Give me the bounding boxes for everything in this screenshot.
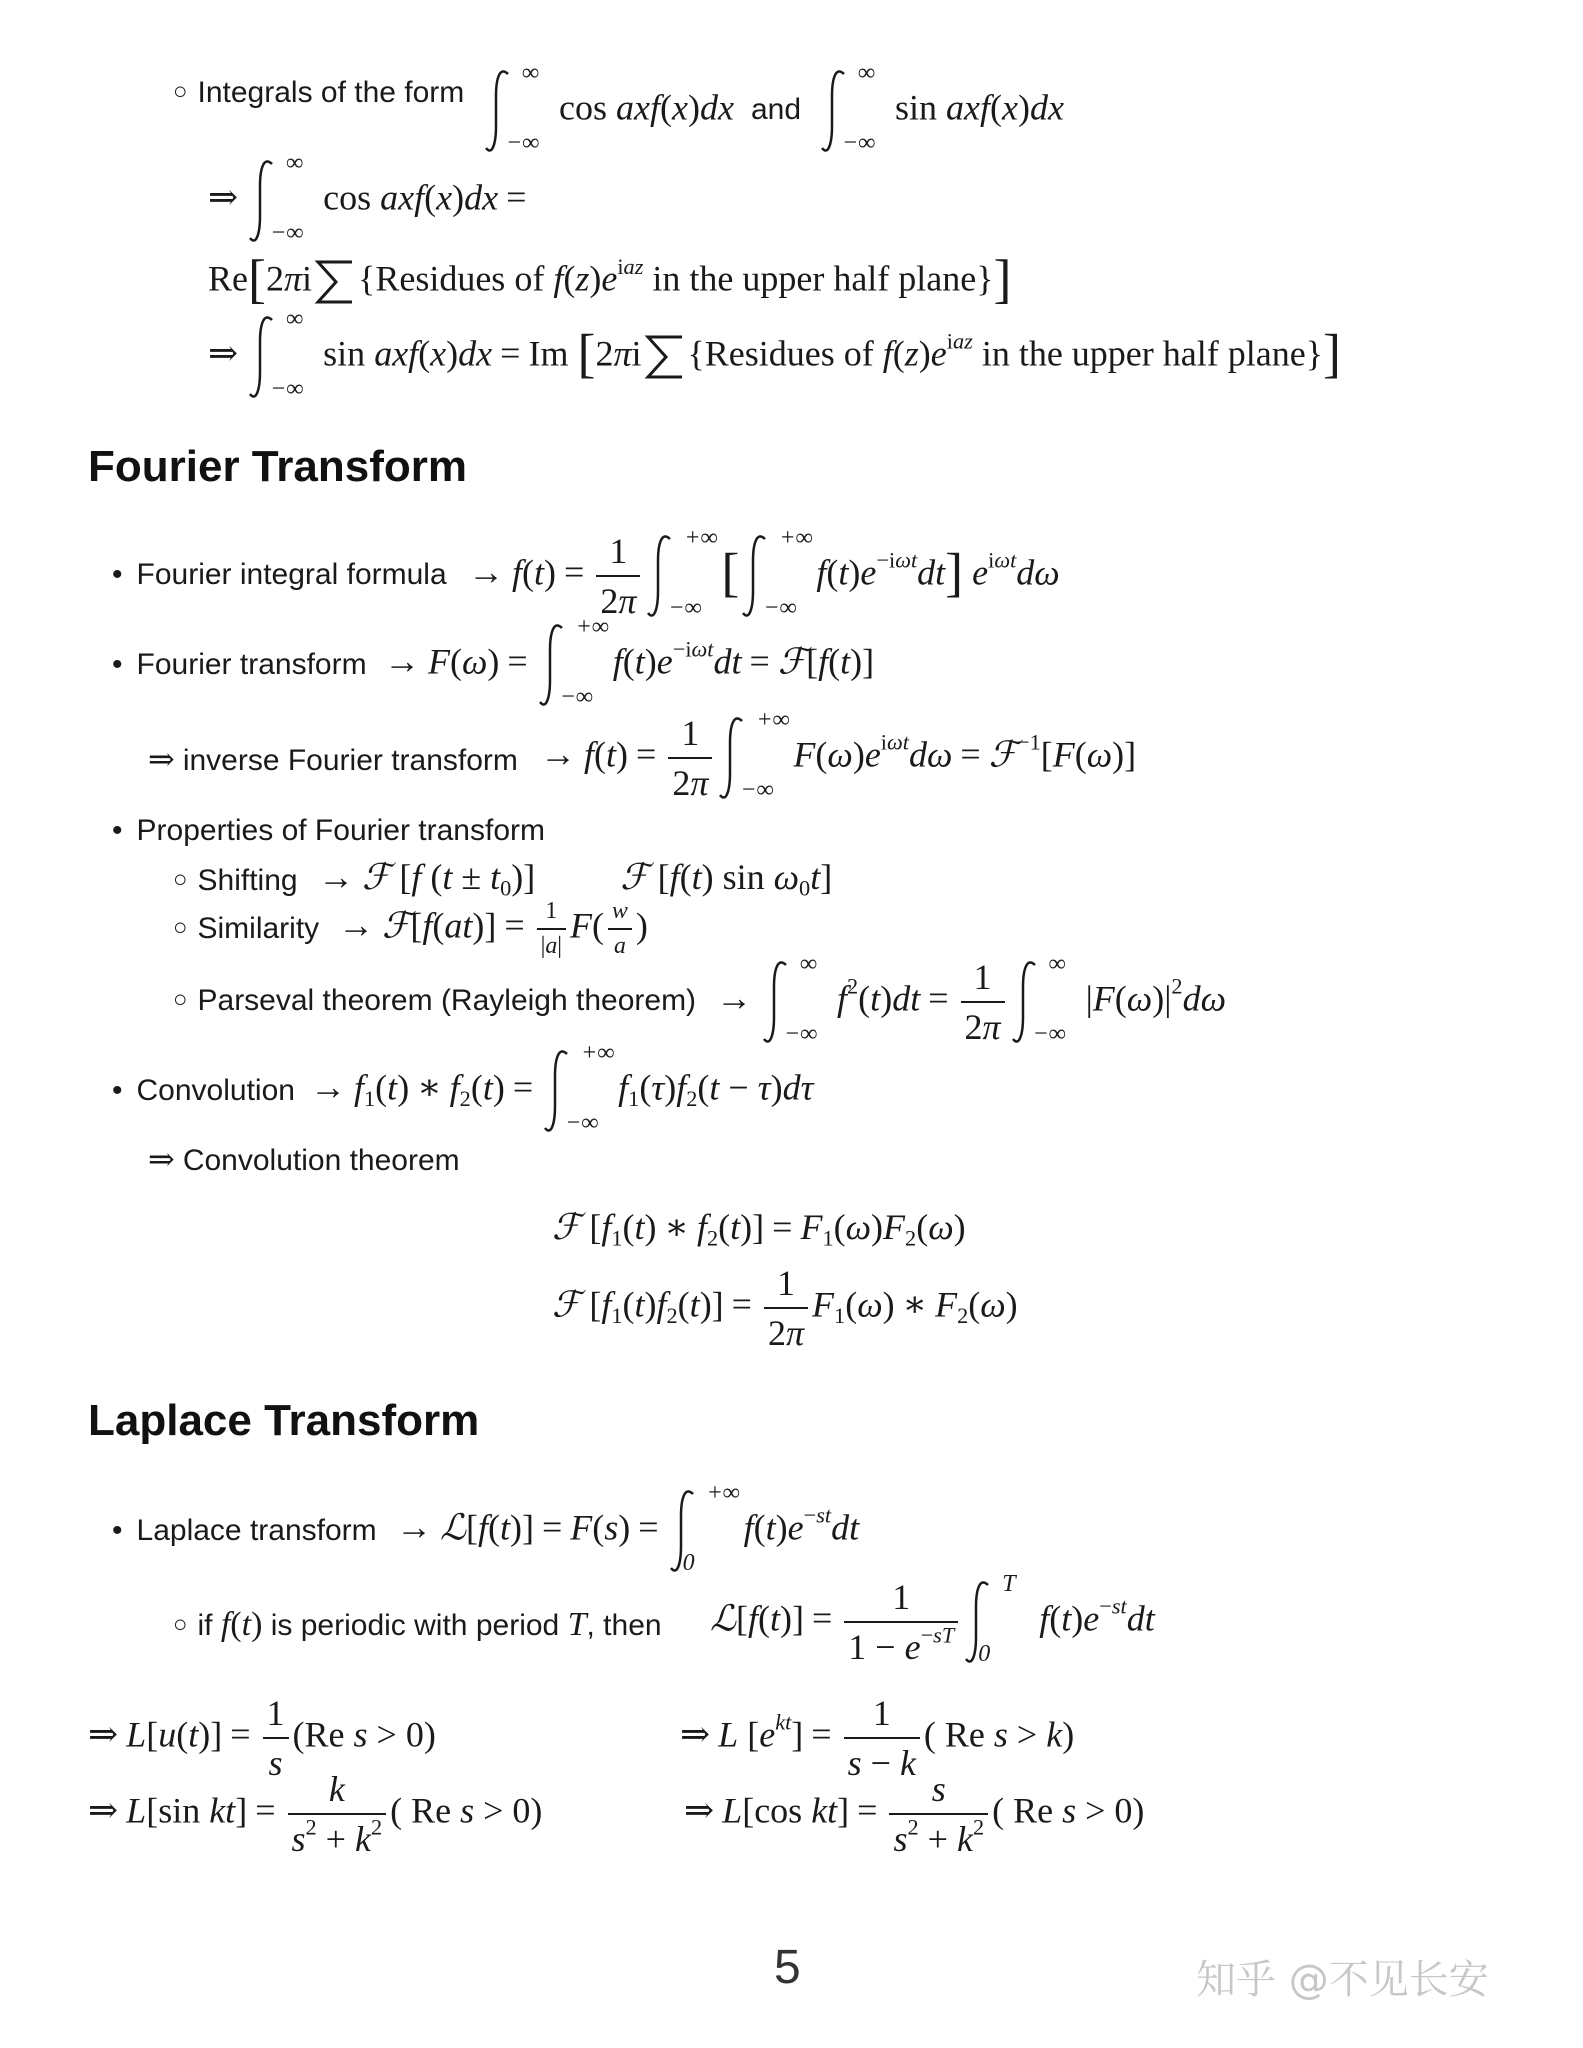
and-label: and xyxy=(750,93,802,127)
integral-sign-icon: T 0 xyxy=(964,1577,1026,1667)
integral-sign-icon: +∞ −∞ xyxy=(543,1046,605,1136)
laplace-unit-step: ⇒ L[u(t)] = $\frac{1}{s}$ (Re s > 0) xyxy=(88,1693,436,1783)
watermark: 知乎 @不见长安 xyxy=(1196,1957,1489,2003)
parseval-label: ○ Parseval theorem (Rayleigh theorem) xyxy=(173,984,697,1017)
integral-sign-icon: +∞ −∞ xyxy=(646,531,708,621)
dot-bullet-icon: • xyxy=(112,814,123,847)
integral-sign-icon: ∞ −∞ xyxy=(1011,957,1073,1047)
similarity-math: → ℱ[f(at)] = $\frac{1}{|a|}$ F( $\frac{w}{a}$ ) xyxy=(338,898,648,959)
integral-sign-icon: +∞ 0 xyxy=(669,1486,731,1576)
integral-sign-icon: +∞ −∞ xyxy=(718,713,780,803)
circle-bullet-icon: ○ xyxy=(173,914,188,941)
parseval-math: → ∞ −∞ $f^2(t)dt$ = $\frac{1}{2\pi}$ ∞ −∞ $|F(\omega)|^2d\omega$ xyxy=(716,951,1226,1047)
dot-bullet-icon: • xyxy=(112,1074,123,1107)
integral-sign-icon: ∞ −∞ xyxy=(820,66,882,156)
residue-forms-math: ∞ −∞ cos axf(x)dx and ∞ −∞ sin axf(x)dx xyxy=(482,66,1064,156)
integral-sign-icon: +∞ −∞ xyxy=(741,531,803,621)
inverse-fourier-label: ⇒ inverse Fourier transform xyxy=(148,741,518,777)
circle-bullet-icon: ○ xyxy=(173,866,188,893)
circle-bullet-icon: ○ xyxy=(173,986,188,1013)
laplace-heading: Laplace Transform xyxy=(88,1396,480,1445)
convolution-theorem-eq1: ℱ [$f_1(t)$ ∗ $f_2(t)] = F_1(\omega)F_2(\omega)$ xyxy=(552,1207,966,1251)
inverse-fourier-math: → f(t) = $\frac{1}{2\pi}$ +∞ −∞ $F(\omega)e^{i\omega t}d\omega$ = ℱ$^{-1}$[F(ω)] xyxy=(540,707,1137,803)
convolution-math: → $f_1(t)$ ∗ $f_2(t)$ = +∞ −∞ $f_1(\tau)f_2(t - \tau)d\tau$ xyxy=(310,1040,814,1136)
convolution-label: • Convolution xyxy=(112,1074,295,1107)
laplace-periodic-line: ○ if f(t) is periodic with period T, then xyxy=(173,1606,662,1643)
laplace-transform-label: • Laplace transform xyxy=(112,1514,377,1547)
fourier-integral-formula-math: → f(t) = $\frac{1}{2\pi}$ +∞ −∞ [ +∞ −∞ $f(t)e^{-i\omega t}dt$] $e^{i\omega t}d\omega$ xyxy=(468,525,1060,621)
similarity-label: ○ Similarity xyxy=(173,912,320,945)
laplace-cosine: ⇒ L[cos kt] = $\frac{s}{s^2 + k^2}$ ( Re s > 0) xyxy=(684,1769,1145,1859)
laplace-periodic-math: ℒ[f(t)] = $\frac{1}{1 - e^{-sT}}$ T 0 $f(t)e^{-st}dt$ xyxy=(710,1571,1155,1667)
integral-sign-icon: ∞ −∞ xyxy=(248,312,310,402)
integral-sign-icon: +∞ −∞ xyxy=(538,620,600,710)
fourier-heading: Fourier Transform xyxy=(88,442,467,491)
dot-bullet-icon: • xyxy=(112,558,123,591)
laplace-transform-math: → ℒ[f(t)] = F(s) = +∞ 0 $f(t)e^{-st}dt$ xyxy=(396,1480,860,1576)
shifting-label: ○ Shifting xyxy=(173,864,298,897)
integral-sign-icon: ∞ −∞ xyxy=(248,156,310,246)
convolution-theorem-label: ⇒ Convolution theorem xyxy=(148,1141,460,1177)
sin-residue-equation: ⇒ ∞ −∞ sin axf(x)dx = Im [2πi {Residues of $f(z)e^{iaz}$ in the upper half plane}] xyxy=(208,306,1341,402)
summation-icon xyxy=(642,331,688,383)
convolution-theorem-eq2: ℱ $[f_1(t)f_2(t)]$ = $\frac{1}{2\pi}$ $F_1(\omega)$ ∗ $F_2(\omega)$ xyxy=(552,1263,1018,1353)
fourier-integral-formula-label: • Fourier integral formula xyxy=(112,558,447,591)
summation-icon xyxy=(312,256,358,308)
integral-sign-icon: ∞ −∞ xyxy=(484,66,546,156)
fourier-transform-math: → F(ω) = +∞ −∞ $f(t)e^{-i\omega t}dt$ = ℱ[f(t)] xyxy=(384,614,875,710)
laplace-exponential: ⇒ L $[e^{kt}]$ = $\frac{1}{s - k}$ ( Re s > k) xyxy=(680,1693,1075,1783)
integral-sign-icon: ∞ −∞ xyxy=(762,957,824,1047)
cos-integral-equation: ⇒ ∞ −∞ cos axf(x)dx = xyxy=(208,150,527,246)
dot-bullet-icon: • xyxy=(112,648,123,681)
laplace-sine: ⇒ L[sin kt] = $\frac{k}{s^2 + k^2}$ ( Re s > 0) xyxy=(88,1769,543,1859)
circle-bullet-icon: ○ xyxy=(173,78,188,105)
residue-integrals-line xyxy=(173,76,464,110)
cos-residue-equation: Re[2πi {Residues of $f(z)e^{iaz}$ in the upper half plane}] xyxy=(208,249,1012,309)
dot-bullet-icon: • xyxy=(112,1514,123,1547)
shifting-math: → ℱ [f $(t \pm t_0)$] ℱ [f(t) $\sin \omega_0t$] xyxy=(318,857,833,901)
integrals-form-label: Integrals of the form xyxy=(197,76,465,109)
properties-fourier-label: • Properties of Fourier transform xyxy=(112,814,545,847)
circle-bullet-icon: ○ xyxy=(173,1611,188,1638)
fourier-transform-label: • Fourier transform xyxy=(112,648,367,681)
page-number: 5 xyxy=(774,1941,801,1994)
